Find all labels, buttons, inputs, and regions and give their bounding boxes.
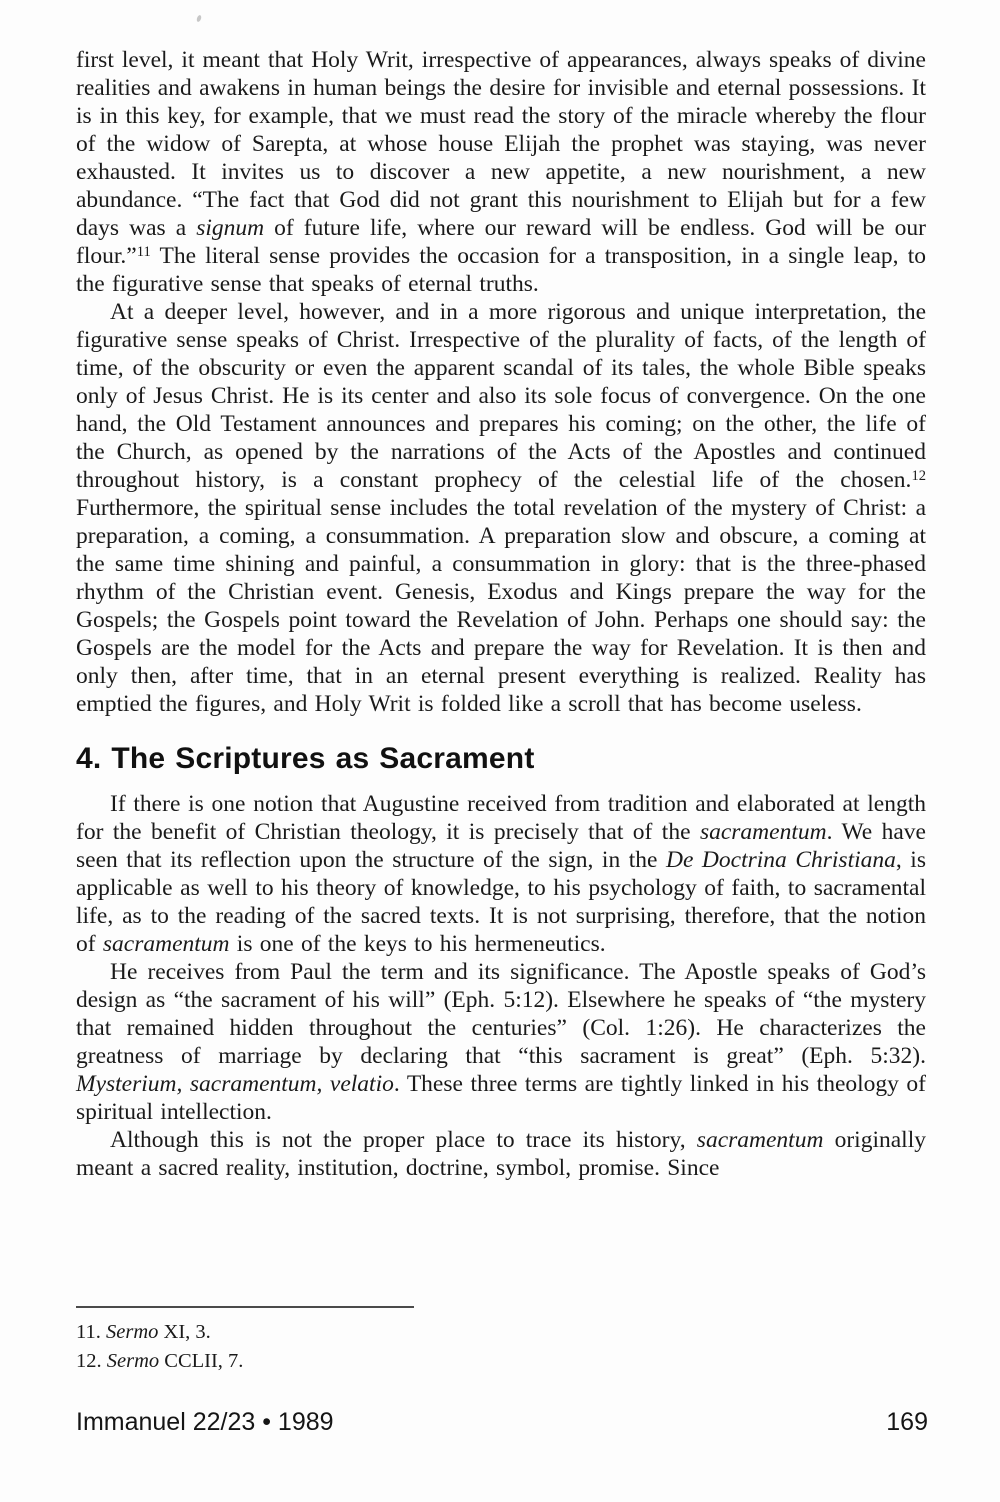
- text-run: Furthermore, the spiritual sense includes the total revelation of the mystery of Christ: a preparation, a coming, a consummation. A preparation slow and obscure, a coming at the same time shining and painful, a consummation in glory: that is the three-phased rhythm of the Christian event. Genesis, Exodus and Kings prepare the way for the Gospels; the Gospels point toward the Revelation of John. Perhaps one should say: the Gospels are the model for the Acts and prepare the way for Revelation. It is then and only then, after time, that in an eternal present everything is realized. Reality has emptied the figures, and Holy Writ is folded like a scroll that has become useless.: [76, 495, 926, 717]
- footnote-separator-rule: [76, 1306, 414, 1308]
- text-run: is one of the keys to his hermeneutics.: [229, 931, 606, 957]
- scan-speck-artifact: [196, 15, 202, 23]
- paragraph: [76, 46, 926, 298]
- footnote: [76, 1347, 926, 1376]
- text-run: originally meant a sacred reality, institution, doctrine, symbol, promise. Since: [76, 1127, 926, 1181]
- text-run: If there is one notion that Augustine received from tradition and elaborated at length for the benefit of Christian theology, it is precisely that of the: [76, 791, 926, 845]
- text-run: . These three terms are tightly linked in his theology of spiritual intellection.: [76, 1071, 926, 1125]
- text-run: Although this is not the proper place to trace its history,: [110, 1127, 697, 1153]
- text-run: He receives from Paul the term and its significance. The Apostle speaks of God’s design as “the sacrament of his will” (Eph. 5:12). Elsewhere he speaks of “the mystery that remained hidden throughout the centuries” (Col. 1:26). He characterizes the greatness of marriage by declaring that “this sacrament is great” (Eph. 5:32).: [76, 959, 926, 1069]
- paragraph: [76, 790, 926, 958]
- text-run: The literal sense provides the occasion for a transposition, in a single leap, to the figurative sense that speaks of eternal truths.: [76, 243, 926, 297]
- text-run: first level, it meant that Holy Writ, irrespective of appearances, always speaks of divine realities and awakens in human beings the desire for invisible and eternal possessions. It is in this key, for example, that we must read the story of the miracle whereby the flour of the widow of Sarepta, at whose house Elijah the prophet was staying, was never exhausted. It invites us to discover a new appetite, a new nourishment, a new abundance. “The fact that God did not grant this nourishment to Elijah but for a few days was a: [76, 47, 926, 241]
- italic-term: sacramentum: [696, 1127, 824, 1153]
- italic-term: Mysterium, sacramentum, velatio: [76, 1071, 394, 1097]
- text-run: of future life, where our reward will be endless. God will be our flour.”: [76, 215, 926, 269]
- body-text: [76, 46, 926, 1182]
- italic-term: sacramentum: [699, 819, 827, 845]
- text-run: 11.: [76, 1321, 106, 1343]
- text-run: XI, 3.: [158, 1321, 211, 1343]
- footnote: [76, 1318, 926, 1347]
- italic-term: signum: [196, 215, 265, 241]
- paragraph: [76, 1126, 926, 1182]
- text-run: 12.: [76, 1350, 107, 1372]
- page-number: 169: [886, 1408, 928, 1436]
- text-run: . We have seen that its reflection upon the structure of the sign, in the: [76, 819, 926, 873]
- paragraph: [76, 298, 926, 718]
- footnote-reference: 12: [911, 468, 926, 485]
- footnote-reference: 11: [136, 244, 151, 261]
- footnote-list: [76, 1318, 926, 1376]
- italic-term: sacramentum: [102, 931, 230, 957]
- italic-term: Sermo: [106, 1350, 160, 1372]
- paragraph: [76, 958, 926, 1126]
- text-run: At a deeper level, however, and in a more rigorous and unique interpretation, the figurative sense speaks of Christ. Irrespective of the plurality of facts, of the length of time, of the obscurity or even the apparent scandal of its tales, the whole Bible speaks only of Jesus Christ. He is its center and also its sole focus of convergence. On the one hand, the Old Testament announces and prepares his coming; on the other, the life of the Church, as opened by the narrations of the Acts of the Apostles and continued throughout history, is a constant prophecy of the celestial life of the chosen.: [76, 299, 926, 493]
- text-run: CCLII, 7.: [159, 1350, 244, 1372]
- italic-term: De Doctrina Christiana: [665, 847, 896, 873]
- footnotes-section: [76, 1306, 926, 1376]
- italic-term: Sermo: [106, 1321, 159, 1343]
- text-run: , is applicable as well to his theory of knowledge, to his psychology of faith, to sacramental life, as to the reading of the sacred texts. It is not surprising, therefore, that the notion of: [76, 847, 926, 957]
- journal-citation: Immanuel 22/23 • 1989: [76, 1408, 334, 1436]
- page-footer: [76, 1408, 928, 1437]
- section-heading: 4. The Scriptures as Sacrament: [76, 742, 535, 775]
